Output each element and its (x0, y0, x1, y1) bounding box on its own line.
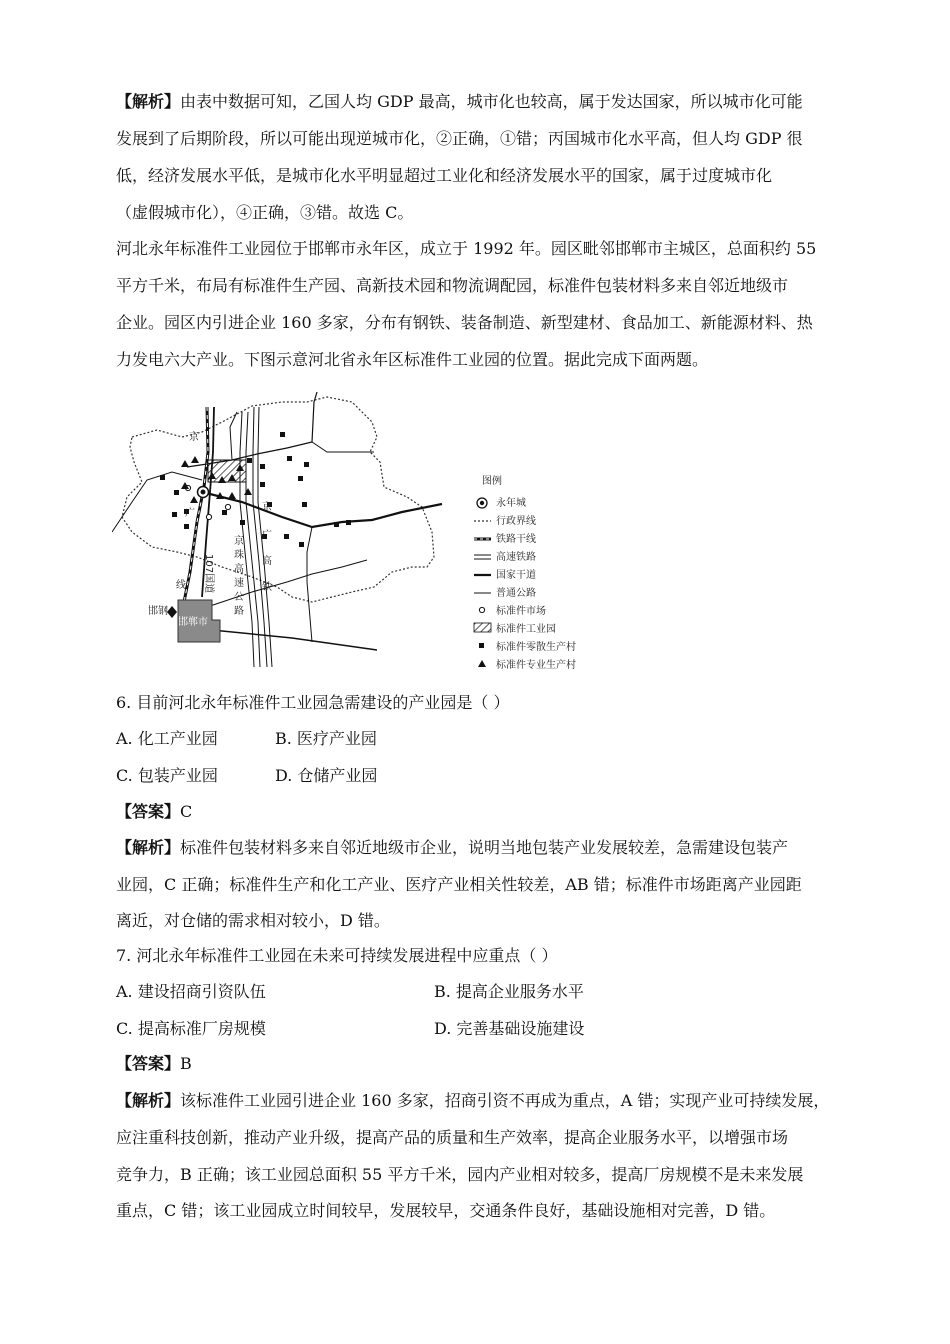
svg-text:京: 京 (234, 536, 244, 547)
q7-answer (116, 1054, 192, 1074)
para1-line-1: 【解析】由表中数据可知，乙国人均 GDP 最高，城市化也较高，属于发达国家，所以城市化可能 (116, 92, 803, 111)
label-handan-city: 邯郸市 (178, 617, 208, 628)
para1-line-4: （虚假城市化），④正确，③错。故选 C。 (116, 203, 414, 222)
svg-text:路: 路 (234, 606, 244, 617)
road-southeast (207, 560, 367, 607)
q7-answer-value: B (180, 1054, 192, 1073)
q6-answer-label: 【答案】 (116, 802, 181, 821)
road-handan-east (212, 630, 377, 650)
map-figure (112, 392, 592, 677)
admin-boundary (122, 397, 434, 602)
para2-line-2: 平方千米，布局有标准件生产园、高新技术园和物流调配园，标准件包装材料多来自邻近地级市 (116, 276, 789, 295)
q7-answer-label: 【答案】 (116, 1054, 181, 1073)
para1-line-3: 低，经济发展水平低，是城市化水平明显超过工业化和经济发展水平的国家，属于过度城市化 (116, 166, 773, 185)
q6-analysis-line-1: 【解析】标准件包装材料多来自邻近地级市企业，说明当地包装产业发展较差，急需建设包装产 (116, 838, 789, 857)
q6-answer (116, 802, 192, 822)
q6-answer-value: C (180, 802, 193, 821)
legend-item-boundary: 行政界线 (496, 516, 536, 527)
label-handan-gang: 邯钢 (148, 606, 168, 617)
label-jingzhu-expressway (234, 534, 244, 617)
q7-option-c: C. 提高标准厂房规模 (116, 1019, 266, 1038)
svg-text:公: 公 (234, 592, 244, 603)
q7-analysis-line-3: 竞争力，B 正确；该工业园总面积 55 平方千米，园内产业相对较多，提高厂房规模不是未来发展 (116, 1165, 804, 1184)
q7-option-a: A. 建设招商引资队伍 (116, 982, 266, 1001)
label-jg-2: 广 (262, 530, 272, 541)
legend-title: 图例 (482, 476, 502, 487)
market-1 (206, 514, 211, 519)
road-northeast (312, 442, 374, 452)
q7-option-d: D. 完善基础设施建设 (434, 1019, 585, 1038)
q6-option-d: D. 仓储产业园 (275, 766, 378, 785)
legend-item-market: 标准件市场 (496, 606, 546, 617)
q6-option-c: C. 包装产业园 (116, 766, 218, 785)
q6-analysis-line-2: 业园，C 正确；标准件生产和化工产业、医疗产业相关性较差，AB 错；标准件市场距离产业园距 (116, 875, 802, 894)
legend-item-city: 永年城 (496, 498, 526, 509)
para2-line-4: 力发电六大产业。下图示意河北省永年区标准件工业园的位置。据此完成下面两题。 (116, 350, 709, 369)
map-legend (474, 474, 576, 671)
svg-text:速: 速 (234, 578, 244, 589)
q7-stem: 7. 河北永年标准件工业园在未来可持续发展进程中应重点（ ） (116, 946, 558, 965)
q6-option-b: B. 医疗产业园 (275, 729, 377, 748)
para1-line-2: 发展到了后期阶段，所以可能出现逆城市化，②正确，①错；丙国城市化水平高，但人均 GDP 很 (116, 129, 803, 148)
label-jg-3: 高 (262, 556, 272, 567)
para2-line-3: 企业。园区内引进企业 160 多家，分布有钢铁、装备制造、新型建材、食品加工、新能源材料、热 (116, 313, 813, 332)
legend-item-park: 标准件工业园 (496, 624, 556, 635)
legend-item-hsr: 高速铁路 (496, 552, 536, 563)
svg-text:珠: 珠 (234, 550, 244, 561)
q6-option-a: A. 化工产业园 (116, 729, 218, 748)
svg-text:高: 高 (234, 564, 244, 575)
q7-analysis-line-2: 应注重科技创新，推动产业升级，提高产品的质量和生产效率，提高企业服务水平，以增强市场 (116, 1128, 789, 1147)
label-jing-top: 京 (189, 432, 199, 443)
para2-line-1: 河北永年标准件工业园位于邯郸市永年区，成立于 1992 年。园区毗邻邯郸市主城区，总面积约 55 (116, 239, 817, 258)
legend-item-scattered: 标准件零散生产村 (496, 642, 576, 653)
label-jg-4: 铁 (262, 582, 272, 593)
map-svg (112, 392, 592, 677)
road-south (307, 527, 312, 642)
legend-item-road: 普通公路 (496, 588, 536, 599)
q7-analysis-line-4: 重点，C 错；该工业园成立时间较早，发展较早，交通条件良好，基础设施相对完善，D 错。 (116, 1201, 776, 1220)
market-2 (225, 504, 230, 509)
label-road-107: 107国道 (203, 554, 214, 594)
trunk-road-east (202, 492, 442, 527)
q6-analysis-line-3: 离近，对仓储的需求相对较小，D 错。 (116, 911, 390, 930)
legend-item-railway: 铁路干线 (496, 534, 536, 545)
legend-item-specialized: 标准件专业生产村 (496, 660, 576, 671)
q7-analysis-line-1: 【解析】该标准件工业园引进企业 160 多家，招商引资不再成为重点，A 错；实现产业可持续发展， (116, 1091, 830, 1110)
handan-steel-marker (167, 606, 177, 618)
q7-option-b: B. 提高企业服务水平 (434, 982, 584, 1001)
label-guang-left: 广 (185, 508, 195, 519)
label-jg-1: 京 (262, 502, 272, 513)
q6-stem: 6. 目前河北永年标准件工业园急需建设的产业园是（ ） (116, 693, 510, 712)
label-xian: 线 (176, 580, 186, 591)
legend-item-trunk: 国家干道 (496, 570, 536, 581)
road-north2 (230, 412, 237, 460)
